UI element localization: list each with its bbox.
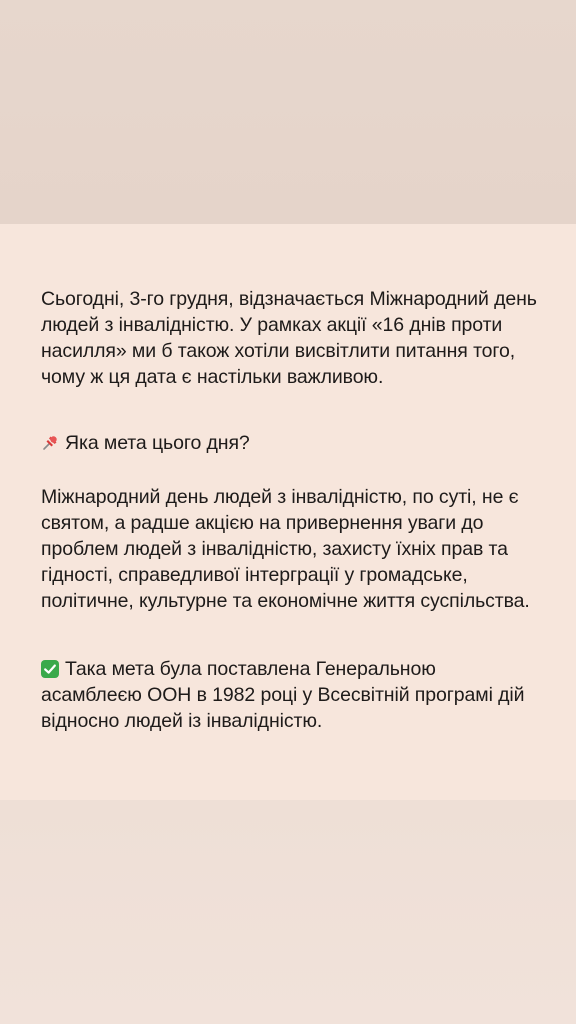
post-card <box>0 224 576 800</box>
top-background <box>0 0 576 224</box>
question-line <box>41 430 541 456</box>
pushpin-icon <box>41 433 59 451</box>
note-paragraph <box>41 656 541 734</box>
check-mark-button-icon <box>41 660 59 678</box>
question-text: Яка мета цього дня? <box>65 432 250 454</box>
explanation-paragraph: Міжнародний день людей з інвалідністю, по суті, не є святом, а радше акцією на привернення уваги до проблем людей з інвалідністю, захисту їхніх прав та гідності, справедливої інтерграції у громадське, політичне, культурне та економічне життя суспільства. <box>41 486 530 612</box>
note-text: Така мета була поставлена Генеральною асамблеєю ООН в 1982 році у Всесвітній програмі дій відносно людей із інвалідністю. <box>41 658 525 732</box>
intro-paragraph: Сьогодні, 3-го грудня, відзначається Міжнародний день людей з інвалідністю. У рамках акції «16 днів проти насилля» ми б також хотіли висвітлити питання того, чому ж ця дата є настільки важливою. <box>41 288 537 388</box>
bottom-background <box>0 800 576 1024</box>
